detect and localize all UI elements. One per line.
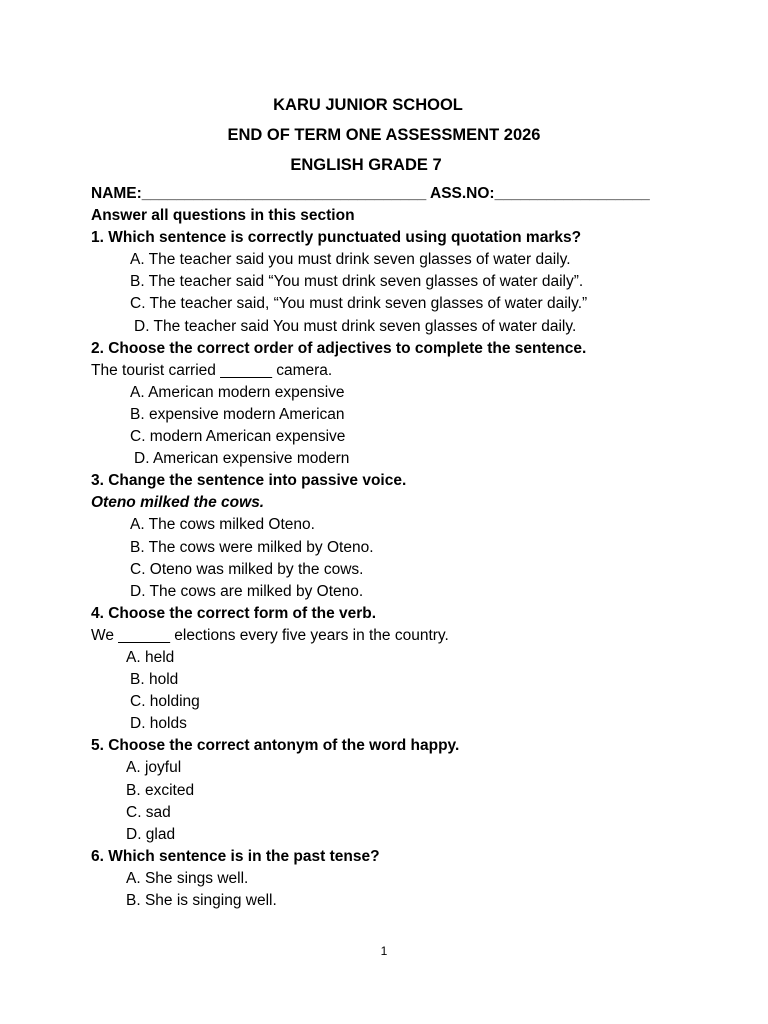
q3-option-c: C. Oteno was milked by the cows. [130,560,364,578]
q5-option-c: C. sad [126,803,171,821]
q4-option-b: B. hold [130,671,179,689]
q2-option-a: A. American modern expensive [130,383,345,401]
question-6: 6. Which sentence is in the past tense? [91,847,380,865]
q1-option-b: B. The teacher said “You must drink seven glasses of water daily”. [130,273,584,291]
q4-option-c: C. holding [130,693,200,711]
school-name: KARU JUNIOR SCHOOL [273,96,463,114]
q6-option-a: A. She sings well. [126,869,249,887]
assessment-title: END OF TERM ONE ASSESSMENT 2026 [227,126,541,144]
question-1: 1. Which sentence is correctly punctuated using quotation marks? [91,229,582,247]
q2-stem: The tourist carried ______ camera. [91,361,333,379]
q5-option-b: B. excited [126,781,195,799]
q2-option-b: B. expensive modern American [130,405,345,423]
q3-option-b: B. The cows were milked by Oteno. [130,538,374,556]
q2-option-d: D. American expensive modern [134,450,350,468]
question-3: 3. Change the sentence into passive voice. [91,472,407,490]
q3-option-d: D. The cows are milked by Oteno. [130,582,364,600]
q4-option-a: A. held [126,648,175,666]
q3-stem: Oteno milked the cows. [91,494,265,512]
q6-option-b: B. She is singing well. [126,892,277,909]
q1-option-d: D. The teacher said You must drink seven glasses of water daily. [134,317,577,335]
q3-option-a: A. The cows milked Oteno. [130,516,315,534]
q1-option-a: A. The teacher said you must drink seven glasses of water daily. [130,251,571,269]
question-2: 2. Choose the correct order of adjectives to complete the sentence. [91,339,587,357]
question-5: 5. Choose the correct antonym of the word happy. [91,737,460,755]
q2-option-c: C. modern American expensive [130,428,346,446]
assessment-heading [0,126,768,145]
school-name-heading [0,96,768,115]
q4-option-d: D. holds [130,715,187,733]
page-number: 1 [380,944,388,958]
q4-stem: We ______ elections every five years in the country. [91,626,449,644]
subject-title: ENGLISH GRADE 7 [290,156,442,174]
instructions: Answer all questions in this section [91,207,355,225]
question-4: 4. Choose the correct form of the verb. [91,604,377,622]
exam-body [91,183,731,912]
name-assno-line: NAME:_________________________________ ASS.NO:__________________ [91,185,650,202]
q5-option-d: D. glad [126,825,176,843]
subject-heading [0,156,768,175]
q1-option-c: C. The teacher said, “You must drink seven glasses of water daily.” [130,295,588,313]
q5-option-a: A. joyful [126,759,182,777]
